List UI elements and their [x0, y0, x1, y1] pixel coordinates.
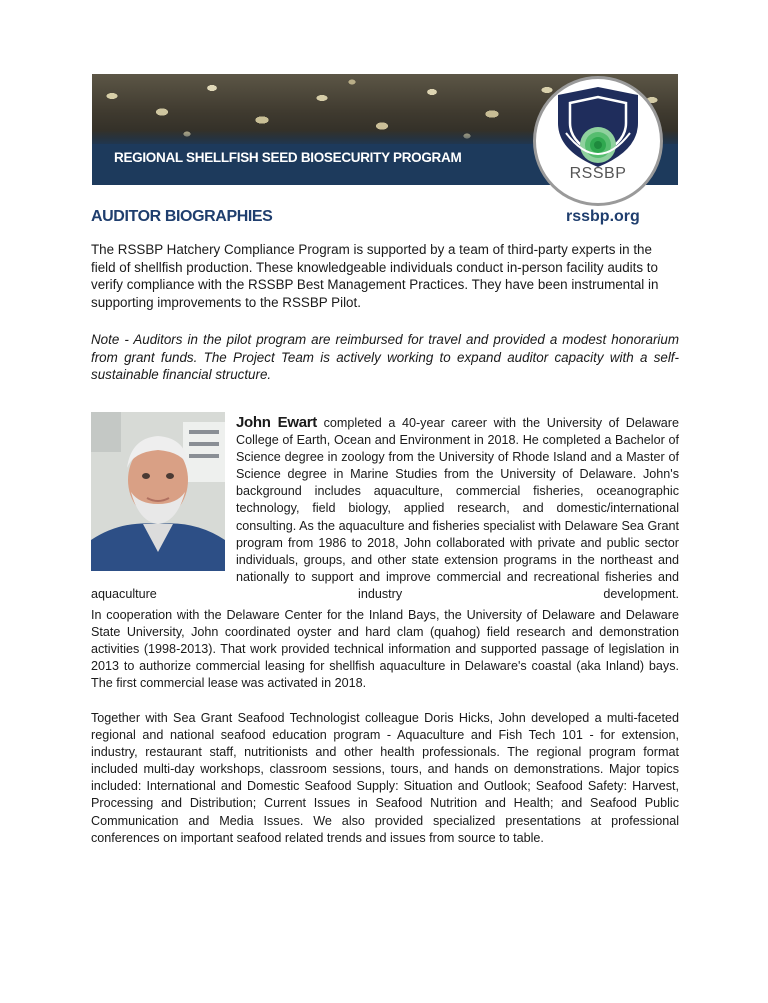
auditor-name: John Ewart — [236, 414, 317, 431]
portrait-spacer — [91, 414, 236, 576]
bio-text-1: completed a 40-year career with the University of Delaware College of Earth, Ocean and Environment in 2018. He completed a Bachelor of Science degree in zoology from the University of Rhode Island and a Master of Science degree in Marine Studies from the University of Delaware. John's background includes aquaculture, commercial fisheries, oceanographic technology, field biology, applied research, and domestic/international consulting. As the aquaculture and fisheries specialist with Delaware Sea Grant program from 1986 to 2018, John collaborated with private and public sector individuals, groups, and other state extension programs in the northeast and nationally to support and improve commercial and recreational fisheries and aquaculture industry development. — [91, 416, 679, 601]
program-title: REGIONAL SHELLFISH SEED BIOSECURITY PROGRAM — [114, 150, 462, 165]
bio-paragraph-1 — [91, 414, 679, 603]
shield-icon — [536, 79, 660, 203]
bio-paragraph-3: Together with Sea Grant Seafood Technologist colleague Doris Hicks, John developed a multi-faceted regional and national seafood education program - Aquaculture and Fish Tech 101 - for extension, industry, restaurant staff, nutritionists and other health professionals. The regional program format included multi-day workshops, classroom sessions, tours, and hands on demonstrations. Major topics included: International and Domestic Seafood Supply: Situation and Outlook; Seafood Safety: Harvest, Processing and Distribution; Current Issues in Seafood Nutrition and Health; and Seafood Public Communication and Media Issues. We also provided specialized presentations at professional conferences on important seafood related trends and issues from source to table. — [91, 711, 679, 845]
website-link[interactable]: rssbp.org — [566, 208, 640, 225]
intro-paragraph: The RSSBP Hatchery Compliance Program is supported by a team of third-party experts in the field of shellfish production. These knowledgeable individuals conduct in-person facility audits to verify compliance with the RSSBP Best Management Practices. They have been instrumental in supporting improvements to the RSSBP Pilot. — [91, 242, 659, 310]
logo-text: RSSBP — [569, 165, 627, 182]
note-paragraph: Note - Auditors in the pilot program are reimbursed for travel and provided a modest honorarium from grant funds. The Project Team is actively working to expand auditor capacity with a self-sustainable financial structure. — [91, 332, 679, 383]
bio-paragraph-2: In cooperation with the Delaware Center for the Inland Bays, the University of Delaware and Delaware State University, John coordinated oyster and hard clam (quahog) field research and demonstration activities (1998-2013). That work provided technical information and supported passage of legislation in 2013 to authorize commercial leasing for shellfish aquaculture in Delaware's coastal (aka Inland) bays. The first commercial lease was activated in 2018. — [91, 608, 679, 691]
rssbp-logo — [533, 76, 663, 206]
section-title: AUDITOR BIOGRAPHIES — [91, 208, 273, 225]
